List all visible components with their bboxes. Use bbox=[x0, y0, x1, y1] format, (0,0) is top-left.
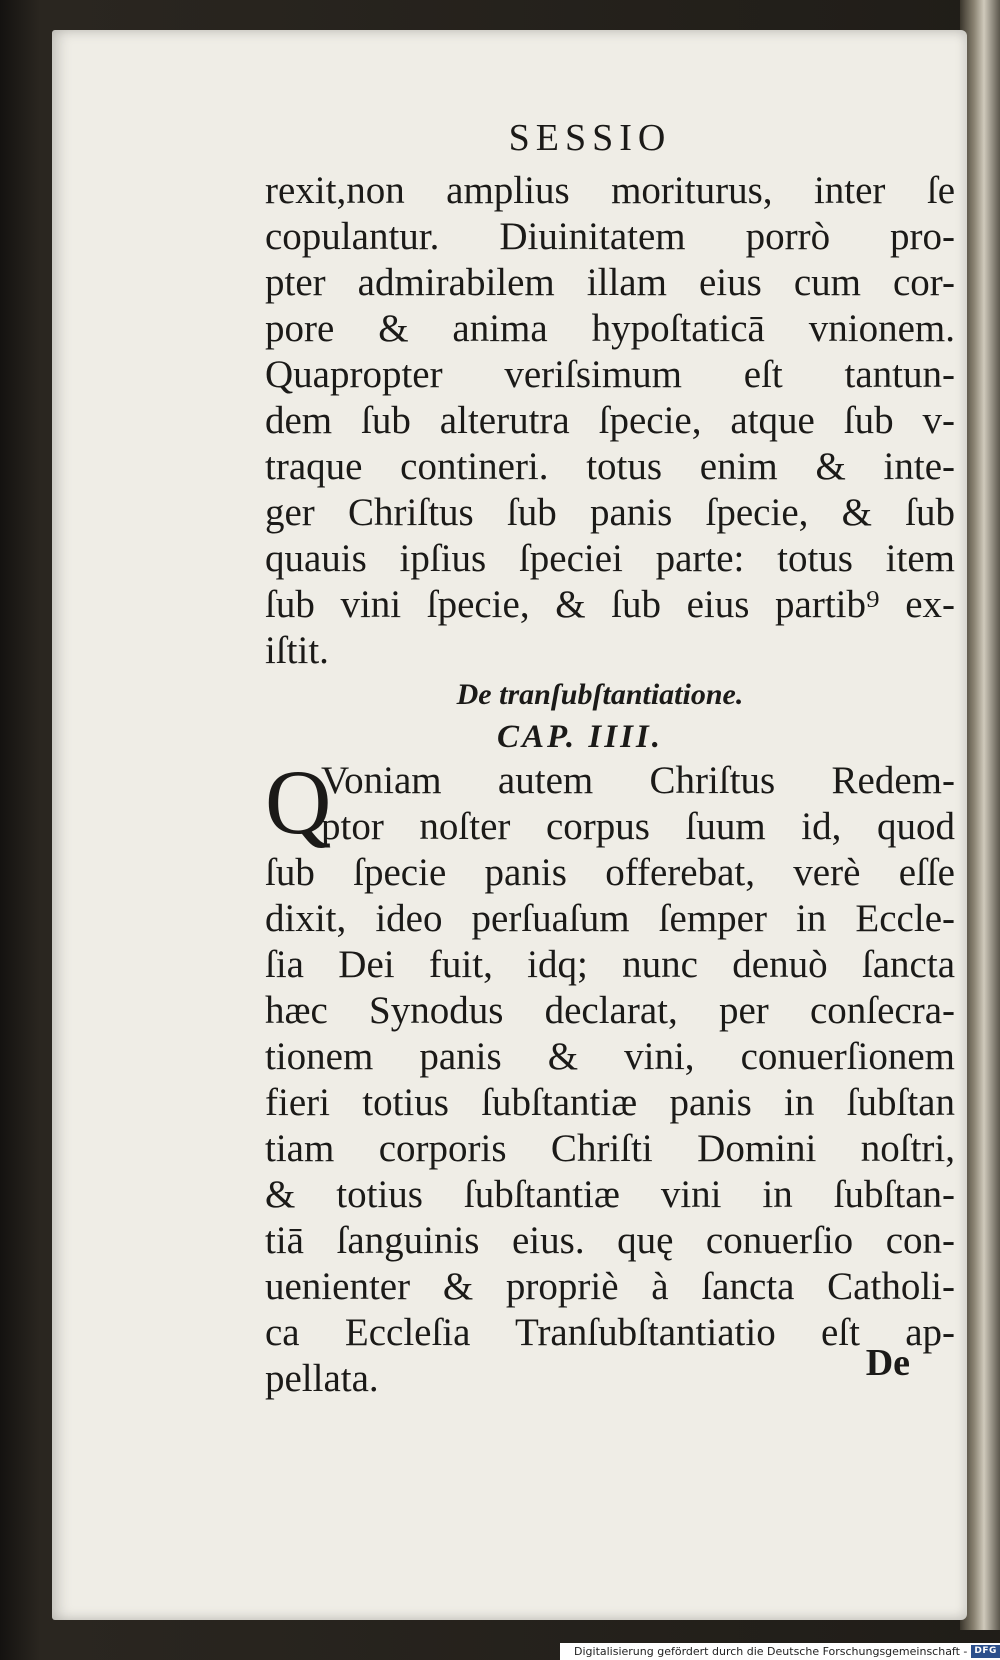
catchword: De bbox=[865, 1342, 910, 1384]
text-line: ptor noſter corpus ſuum id, quod bbox=[321, 805, 955, 848]
digitization-footer bbox=[560, 1643, 1000, 1660]
text-line: quauis ipſius ſpeciei parte: totus item bbox=[265, 537, 955, 580]
chapter-heading: CAP. IIII. bbox=[496, 719, 664, 755]
text-line: ger Chriſtus ſub panis ſpecie, & ſub bbox=[265, 491, 955, 534]
text-line: uenienter & propriè à ſancta Catholi- bbox=[265, 1265, 955, 1308]
text-line: ſia Dei fuit, idq; nunc denuò ſancta bbox=[265, 943, 955, 986]
text-line: ca Eccleſia Tranſubſtantiatio eſt ap- bbox=[265, 1311, 955, 1354]
text-line: traque contineri. totus enim & inte- bbox=[265, 445, 955, 488]
text-line: pter admirabilem illam eius cum cor- bbox=[265, 261, 955, 304]
text-line: fieri totius ſubſtantiæ panis in ſubſtan bbox=[265, 1081, 955, 1124]
chapter-paragraph bbox=[265, 751, 955, 1402]
text-line: hæc Synodus declarat, per conſecra- bbox=[265, 989, 955, 1032]
section-title: De tranſubſtantiatione. bbox=[456, 678, 744, 711]
running-header: SESSIO bbox=[508, 117, 672, 159]
text-line: iſtit. bbox=[265, 629, 329, 672]
text-line: dixit, ideo perſuaſum ſemper in Eccle- bbox=[265, 897, 955, 940]
drop-cap: Q bbox=[265, 751, 332, 853]
text-line: copulantur. Diuinitatem porrò pro- bbox=[265, 215, 955, 258]
text-line: & totius ſubſtantiæ vini in ſubſtan- bbox=[265, 1173, 955, 1216]
text-line: ſub ſpecie panis offerebat, verè eſſe bbox=[265, 851, 955, 894]
text-line: tionem panis & vini, conuerſionem bbox=[265, 1035, 955, 1078]
text-line: pellata. bbox=[265, 1357, 379, 1400]
footer-text: Digitalisierung gefördert durch die Deutsche Forschungsgemeinschaft - bbox=[574, 1645, 968, 1658]
text-line: rexit,non amplius moriturus, inter ſe bbox=[265, 169, 955, 212]
text-line: dem ſub alterutra ſpecie, atque ſub v- bbox=[265, 399, 955, 442]
dfg-logo: DFG bbox=[971, 1645, 1000, 1658]
text-line: tiam corporis Chriſti Domini noſtri, bbox=[265, 1127, 955, 1170]
top-text bbox=[265, 168, 955, 674]
text-line: Voniam autem Chriſtus Redem- bbox=[321, 759, 955, 802]
text-line: ſub vini ſpecie, & ſub eius partib⁹ ex- bbox=[265, 583, 955, 626]
text-line: pore & anima hypoſtaticā vnionem. bbox=[265, 307, 955, 350]
page-text bbox=[265, 108, 955, 1402]
text-line: Quapropter veriſsimum eſt tantun- bbox=[265, 353, 955, 396]
text-line: tiā ſanguinis eius. quę conuerſio con- bbox=[265, 1219, 955, 1262]
